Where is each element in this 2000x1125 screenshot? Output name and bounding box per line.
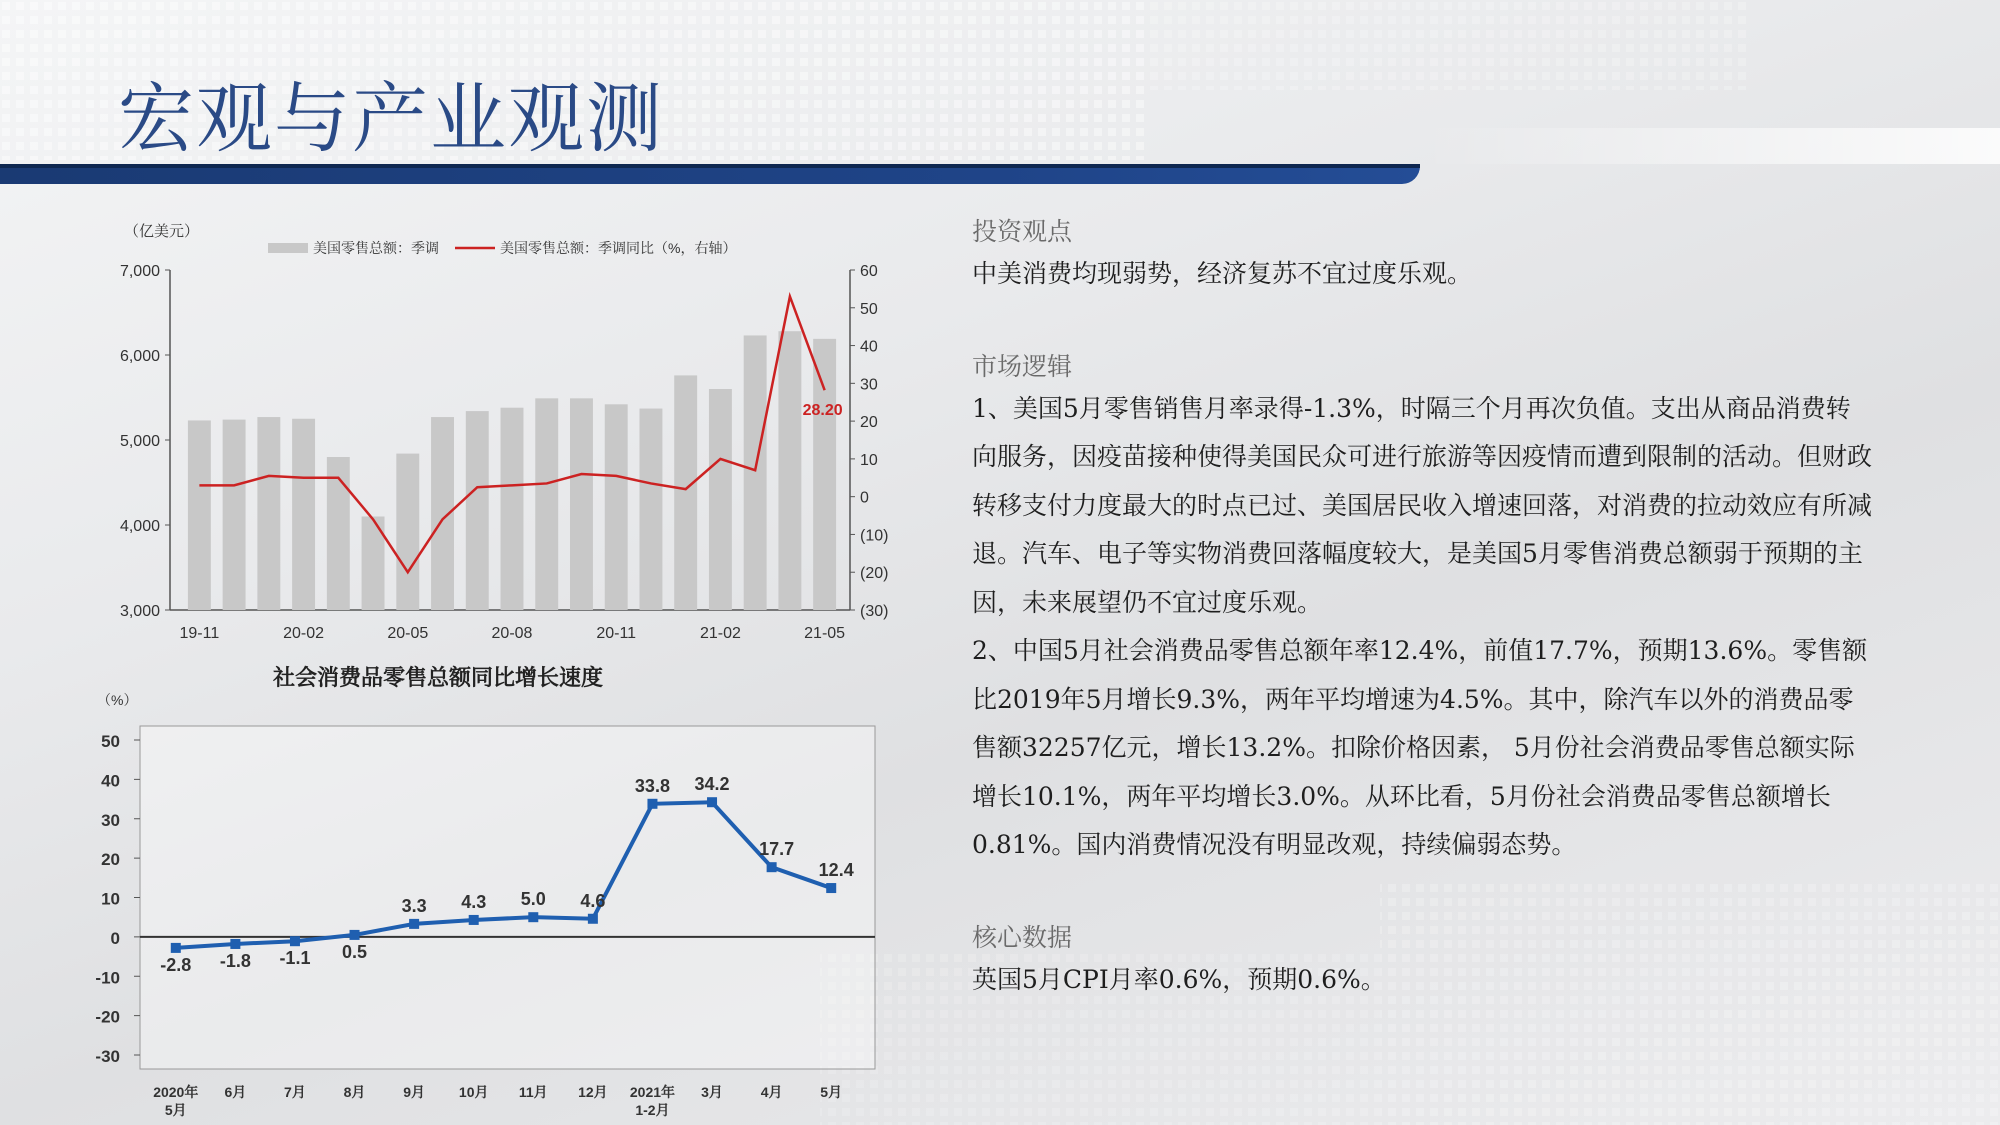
bar-retail-sales — [257, 417, 280, 610]
x-axis-tick-label: 8月 — [343, 1084, 366, 1100]
data-label: 17.7 — [759, 839, 795, 860]
data-label: -1.8 — [219, 950, 251, 971]
right-axis-tick-label: 50 — [860, 300, 878, 318]
data-point-marker — [647, 799, 657, 809]
x-axis-tick-label: 21-02 — [699, 625, 741, 642]
y-axis-unit-label: （%） — [97, 692, 138, 708]
data-label: 5.0 — [520, 889, 546, 910]
bar-retail-sales — [501, 408, 524, 610]
data-point-marker — [826, 883, 836, 893]
data-point-marker — [409, 919, 419, 929]
y-axis-tick-label: -10 — [95, 968, 120, 988]
x-axis-tick-label: 6月 — [224, 1084, 247, 1100]
view-paragraph: 中美消费均现弱势，经济复苏不宜过度乐观。 — [972, 259, 1473, 288]
data-label: -2.8 — [160, 954, 192, 975]
y-axis-tick-label: 10 — [101, 889, 120, 909]
right-axis-tick-label: 10 — [860, 451, 878, 469]
last-value-annotation: 28.20 — [802, 402, 843, 420]
title-underline-bar — [0, 164, 1420, 184]
right-axis-tick-label: (20) — [860, 565, 889, 583]
section-heading-logic: 市场逻辑 — [972, 351, 1073, 381]
x-axis-tick-label: 10月 — [458, 1084, 489, 1100]
x-axis-tick-label: 4月 — [760, 1084, 783, 1100]
left-axis-tick-label: 4,000 — [119, 518, 160, 535]
left-axis-tick-label: 3,000 — [119, 603, 160, 620]
data-point-marker — [350, 930, 360, 940]
right-axis-tick-label: 0 — [860, 489, 869, 507]
data-point-marker — [528, 912, 538, 922]
bar-retail-sales — [466, 411, 489, 610]
legend-bar-label: 美国零售总额：季调 — [313, 240, 439, 256]
left-axis-tick-label: 6,000 — [119, 348, 160, 365]
data-point-marker — [767, 862, 777, 872]
us-retail-sales-chart — [110, 215, 890, 655]
bar-retail-sales — [396, 454, 419, 610]
x-axis-tick-label: 2021年 — [629, 1084, 676, 1100]
bar-retail-sales — [223, 420, 246, 610]
data-label: 33.8 — [634, 775, 670, 796]
data-label: 4.6 — [580, 890, 606, 911]
chart-title: 社会消费品零售总额同比增长速度 — [273, 665, 604, 690]
bar-retail-sales — [570, 398, 593, 610]
section-heading-view: 投资观点 — [972, 217, 1073, 246]
data-label: 12.4 — [818, 860, 854, 881]
section-heading-core-data: 核心数据 — [972, 922, 1073, 952]
x-axis-tick-label: 5月 — [820, 1084, 843, 1100]
china-retail-growth-chart — [95, 660, 895, 1120]
x-axis-tick-label: 20-08 — [491, 625, 533, 642]
bar-retail-sales — [674, 375, 697, 610]
right-axis-tick-label: 30 — [860, 376, 878, 394]
right-axis-tick-label: (10) — [860, 527, 889, 545]
data-point-marker — [230, 939, 240, 949]
x-axis-tick-label: 20-02 — [283, 625, 325, 642]
x-axis-tick-label: 2020年 — [153, 1084, 199, 1100]
y-axis-tick-label: -30 — [95, 1047, 120, 1066]
x-axis-tick-label: 20-05 — [387, 625, 429, 642]
bar-retail-sales — [292, 419, 315, 610]
data-label: 0.5 — [342, 941, 368, 962]
data-point-marker — [469, 915, 479, 925]
right-axis-tick-label: 60 — [860, 263, 878, 280]
analysis-panel — [972, 212, 1872, 1004]
data-point-marker — [290, 936, 300, 946]
legend-bar-swatch — [268, 243, 308, 253]
x-axis-tick-label: 11月 — [518, 1084, 548, 1100]
bar-retail-sales — [188, 420, 211, 610]
right-axis-tick-label: 20 — [860, 414, 878, 432]
plot-frame — [140, 726, 875, 1069]
bar-retail-sales — [535, 398, 558, 610]
x-axis-tick-label: 12月 — [578, 1084, 608, 1100]
left-axis-tick-label: 5,000 — [119, 433, 160, 450]
left-axis-unit-label: （亿美元） — [124, 223, 200, 240]
right-axis-tick-label: (30) — [860, 603, 889, 620]
data-label: -1.1 — [279, 948, 311, 969]
core-data-paragraph: 英国5月CPI月率0.6%，预期0.6%。 — [972, 964, 1386, 994]
right-axis-tick-label: 40 — [860, 338, 878, 356]
header-fade-panel — [1420, 128, 2000, 164]
x-axis-tick-label: 19-11 — [179, 625, 220, 642]
legend-line-label: 美国零售总额：季调同比（%，右轴） — [500, 240, 737, 256]
y-axis-tick-label: 50 — [101, 732, 120, 751]
data-label: 4.3 — [461, 891, 487, 912]
y-axis-tick-label: 40 — [101, 771, 120, 791]
bar-retail-sales — [639, 409, 662, 610]
data-label: 3.3 — [401, 895, 427, 916]
y-axis-tick-label: -20 — [95, 1007, 120, 1027]
y-axis-tick-label: 30 — [101, 810, 120, 830]
page-title: 宏观与产业观测 — [118, 74, 664, 163]
bar-retail-sales — [709, 389, 732, 610]
data-point-marker — [707, 797, 717, 807]
logic-paragraph-1: 1、美国5月零售销售月率录得-1.3%，时隔三个月再次负值。支出从商品消费转向服务，因疫苗接种使得美国民众可进行旅游等因疫情而遭到限制的活动。但财政转移支付力度最大的时点已过、美国居民收入增速回落，对消费的拉动效应有所减退。汽车、电子等实物消费回落幅度较大，是美国5月零售消费总额弱于预期的主因，未来展望仍不宜过度乐观。 — [972, 393, 1873, 617]
data-point-marker — [588, 914, 598, 924]
x-axis-tick-label: 9月 — [403, 1084, 426, 1100]
data-label: 34.2 — [694, 774, 730, 795]
left-axis-tick-label: 7,000 — [119, 263, 160, 280]
y-axis-tick-label: 0 — [110, 928, 120, 948]
logic-paragraph-2: 2、中国5月社会消费品零售总额年率12.4%，前值17.7%，预期13.6%。零售额比2019年5月增长9.3%，两年平均增速为4.5%。其中，除汽车以外的消费品零售额32257亿元，增长13.2%。扣除价格因素， 5月份社会消费品零售总额实际增长10.1%，两年平均增长3.0%。从环比看，5月份社会消费品零售总额增长0.81%。国内消费情况没有明显改观，持续偏弱态势。 — [972, 636, 1868, 859]
x-axis-tick-label: 5月 — [164, 1102, 187, 1118]
data-point-marker — [171, 943, 181, 953]
x-axis-tick-label: 3月 — [701, 1084, 723, 1100]
x-axis-tick-label: 21-05 — [804, 625, 846, 642]
bar-retail-sales — [327, 457, 350, 610]
bar-retail-sales — [744, 335, 767, 610]
y-axis-tick-label: 20 — [101, 850, 120, 870]
bar-retail-sales — [778, 331, 801, 610]
x-axis-tick-label: 7月 — [284, 1084, 306, 1100]
x-axis-tick-label: 1-2月 — [635, 1102, 670, 1118]
x-axis-tick-label: 20-11 — [596, 625, 637, 642]
bar-retail-sales — [605, 404, 628, 610]
bar-retail-sales — [813, 339, 836, 610]
